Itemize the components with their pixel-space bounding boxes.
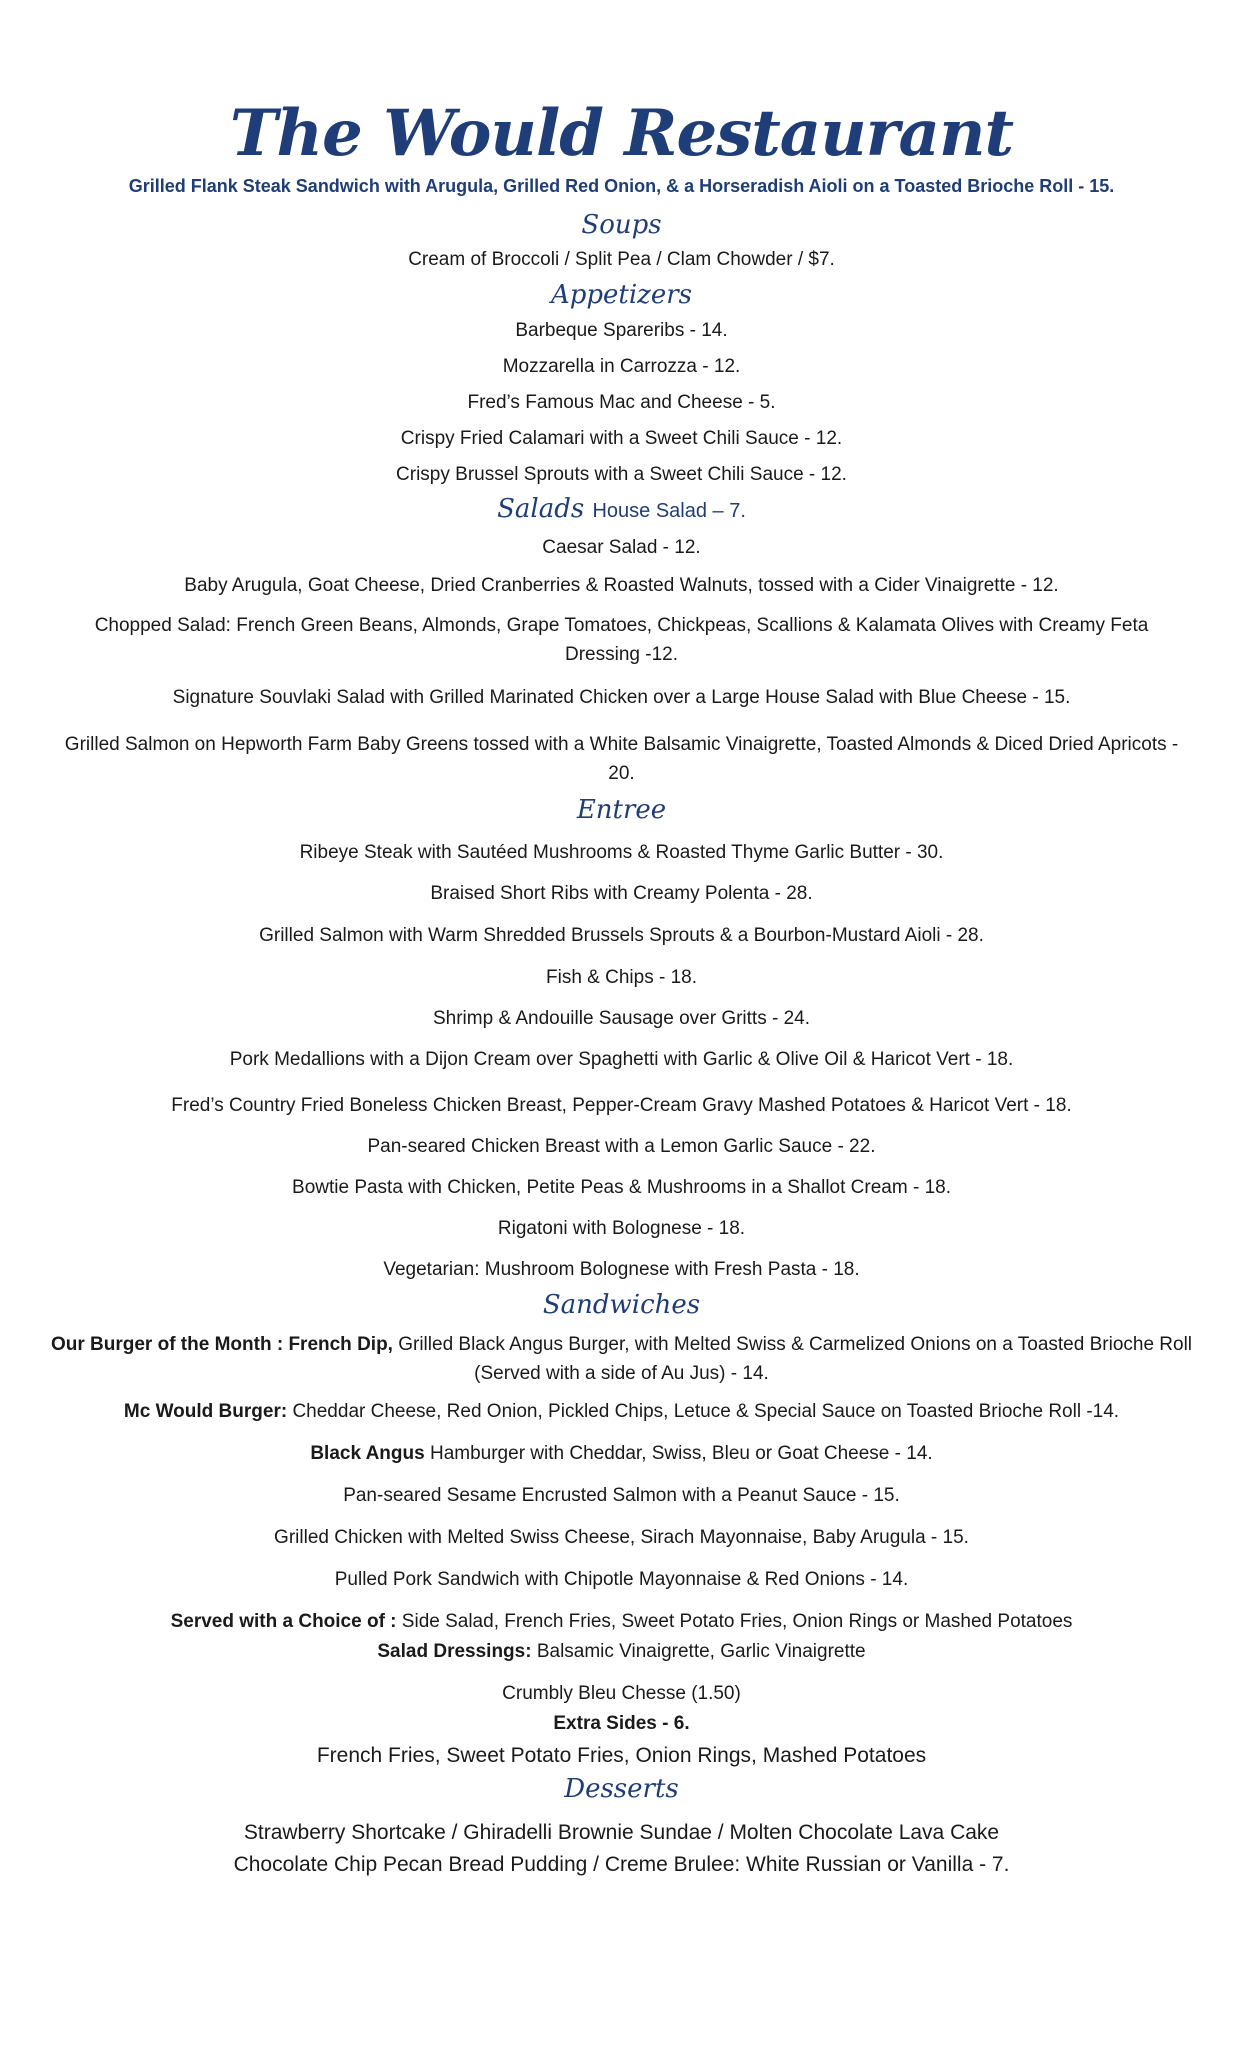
choice-text: Side Salad, French Fries, Sweet Potato Fries, Onion Rings or Mashed Potatoes	[396, 1611, 1073, 1632]
menu-item	[60, 1439, 1183, 1468]
menu-item: Mozzarella in Carrozza - 12.	[502, 356, 741, 377]
menu-item: Crispy Fried Calamari with a Sweet Chili Sauce - 12.	[400, 428, 843, 449]
menu-item: Braised Short Ribs with Creamy Polenta - 28.	[430, 883, 813, 904]
menu-item: Caesar Salad - 12.	[542, 537, 701, 558]
menu-item: Signature Souvlaki Salad with Grilled Marinated Chicken over a Large House Salad with Blue Cheese - 15.	[172, 687, 1071, 708]
menu-item: Pulled Pork Sandwich with Chipotle Mayonnaise & Red Onions - 14.	[334, 1569, 909, 1590]
salads-heading	[0, 494, 1243, 524]
menu-item: Baby Arugula, Goat Cheese, Dried Cranberries & Roasted Walnuts, tossed with a Cider Vinaigrette - 12.	[184, 575, 1059, 596]
extra-sides-label-text: Extra Sides - 6.	[553, 1713, 690, 1734]
menu-item: Bowtie Pasta with Chicken, Petite Peas & Mushrooms in a Shallot Cream - 18.	[292, 1177, 951, 1198]
menu-item: Strawberry Shortcake / Ghiradelli Brownie Sundae / Molten Chocolate Lava Cake	[243, 1821, 1000, 1844]
mc-would-label: Mc Would Burger:	[123, 1401, 288, 1422]
desserts-heading: Desserts	[564, 1774, 679, 1804]
menu-item: Rigatoni with Bolognese - 18.	[497, 1218, 746, 1239]
sandwiches-heading: Sandwiches	[542, 1290, 701, 1320]
menu-item	[60, 1397, 1183, 1426]
extra-sides-label	[60, 1709, 1183, 1738]
menu-item: Fred’s Country Fried Boneless Chicken Breast, Pepper-Cream Gravy Mashed Potatoes & Haricot Vert - 18.	[171, 1095, 1072, 1116]
choice-label: Served with a Choice of :	[170, 1611, 397, 1632]
menu-item: Chopped Salad: French Green Beans, Almonds, Grape Tomatoes, Chickpeas, Scallions & Kalamata Olives with Creamy Feta Dressing -12.	[94, 615, 1149, 665]
menu-item: Fred’s Famous Mac and Cheese - 5.	[467, 392, 776, 413]
menu-item: Vegetarian: Mushroom Bolognese with Fresh Pasta - 18.	[383, 1259, 860, 1280]
black-angus-label: Black Angus	[310, 1443, 425, 1464]
menu-item: Cream of Broccoli / Split Pea / Clam Chowder / $7.	[408, 249, 835, 270]
menu-item: Grilled Salmon on Hepworth Farm Baby Greens tossed with a White Balsamic Vinaigrette, Toasted Almonds & Diced Dried Apricots - 20.	[64, 734, 1179, 784]
menu-item: Pork Medallions with a Dijon Cream over Spaghetti with Garlic & Olive Oil & Haricot Vert - 18.	[229, 1049, 1014, 1070]
extra-sides-text: French Fries, Sweet Potato Fries, Onion Rings, Mashed Potatoes	[316, 1744, 927, 1767]
menu-item: Grilled Salmon with Warm Shredded Brussels Sprouts & a Bourbon-Mustard Aioli - 28.	[259, 925, 984, 946]
soups-heading: Soups	[581, 210, 662, 240]
bleu-line: Crumbly Bleu Chesse (1.50)	[502, 1683, 741, 1704]
menu-item: Pan-seared Sesame Encrusted Salmon with a Peanut Sauce - 15.	[343, 1485, 900, 1506]
menu-item: Fish & Chips - 18.	[546, 967, 697, 988]
menu-item: Grilled Chicken with Melted Swiss Cheese, Sirach Mayonnaise, Baby Arugula - 15.	[274, 1527, 969, 1548]
burger-month-text: Grilled Black Angus Burger, with Melted Swiss & Carmelized Onions on a Toasted Brioche Roll (Served with a side of Au Jus) - 14.	[392, 1334, 1193, 1384]
menu-item: Ribeye Steak with Sautéed Mushrooms & Roasted Thyme Garlic Butter - 30.	[299, 842, 944, 863]
menu-item: Shrimp & Andouille Sausage over Gritts - 24.	[432, 1008, 811, 1029]
dressings-label: Salad Dressings:	[377, 1641, 532, 1662]
menu-item	[40, 1330, 1203, 1388]
menu-item: Barbeque Spareribs - 14.	[515, 320, 728, 341]
menu-item: Chocolate Chip Pecan Bread Pudding / Creme Brulee: White Russian or Vanilla - 7.	[233, 1853, 1010, 1876]
special-item: Grilled Flank Steak Sandwich with Arugula, Grilled Red Onion, & a Horseradish Aioli on a Toasted Brioche Roll - 15.	[128, 176, 1115, 196]
dressings-line	[60, 1637, 1183, 1666]
entree-heading: Entree	[576, 795, 667, 825]
choice-line	[60, 1607, 1183, 1636]
dressings-text: Balsamic Vinaigrette, Garlic Vinaigrette	[531, 1641, 866, 1662]
restaurant-title: The Would Restaurant	[229, 96, 1014, 171]
salads-heading-text: Salads	[497, 494, 585, 524]
burger-month-label: Our Burger of the Month : French Dip,	[50, 1334, 393, 1355]
appetizers-heading: Appetizers	[550, 280, 693, 310]
menu-item: Pan-seared Chicken Breast with a Lemon Garlic Sauce - 22.	[367, 1136, 876, 1157]
menu-item: Crispy Brussel Sprouts with a Sweet Chili Sauce - 12.	[396, 464, 847, 485]
house-salad-item: House Salad – 7.	[592, 500, 746, 522]
black-angus-text: Hamburger with Cheddar, Swiss, Bleu or Goat Cheese - 14.	[424, 1443, 933, 1464]
mc-would-text: Cheddar Cheese, Red Onion, Pickled Chips, Letuce & Special Sauce on Toasted Brioche Roll -14.	[287, 1401, 1120, 1422]
